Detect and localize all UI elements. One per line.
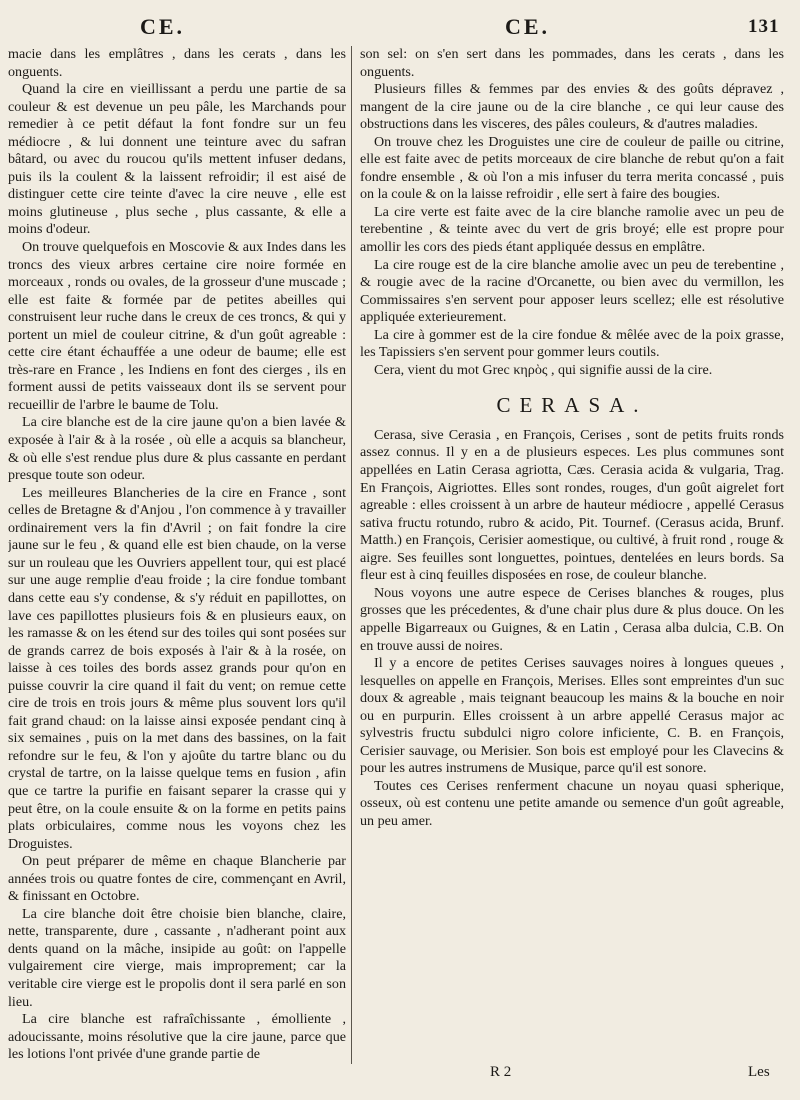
paragraph: On peut préparer de même en chaque Blancherie par années trois ou quatre fontes de cire, commençant en Avril, & finissant en Octobre.	[8, 853, 346, 905]
paragraph: On trouve chez les Droguistes une cire de couleur de paille ou citrine, elle est faite avec de petits morceaux de cire blanche de rebut qu'on a fait fondre ensemble , & où l'on a mis infuser du terra merita concassé , puis on la coule & on la laisse refroidir , elle sert à faire des bougies.	[360, 133, 784, 203]
paragraph: La cire blanche est de la cire jaune qu'on a bien lavée & exposée à l'air & à la rosée , où elle a acquis sa blancheur, & où elle s'est rendue plus dure & plus cassante en perdant presque toute son odeur.	[8, 414, 346, 484]
paragraph: Quand la cire en vieillissant a perdu une partie de sa couleur & est devenue un peu pâle, les Marchands pour remedier à ce petit défaut la font fondre sur un feu médiocre , & lui donnent une teinture avec du safran bâtard, ou avec du roucou qu'ils mettent infuser dedans, puis ils la coulent & la laissent refroidir; il est aisé de distinguer cette cire teinte d'avec la cire neuve , elle est moins glutineuse , plus seche , plus cassante, & elle a moins d'odeur.	[8, 81, 346, 238]
page-footer	[0, 1064, 800, 1088]
paragraph: Les meilleures Blancheries de la cire en France , sont celles de Bretagne & d'Anjou , l'on commence à y travailler ordinairement vers la fin d'Avril ; on fait fondre la cire jaune sur le feu , & quand elle est bien chaude, on la verse sur un rouleau que les Ouvriers appellent tour, qui est placé sur une auge remplie d'eau froide ; la cire fondue tombant dans cette eau s'y condense, & s'y réduit en papillottes, on lave ces papillottes plusieurs fois & en plusieurs eaux, on les ramasse & on les étend sur des toiles qui sont posées sur de grands carrez de bois exposés à l'air & à la rosée, on laisse à ces toiles des bords assez grands pour qu'on en puisse couvrir la cire quand il fait du vent; on remue cette cire de trois en trois jours & même plus souvent lors qu'il fait grand chaud: on la laisse ainsi exposée pendant cinq à six semaines , puis on la met dans des bassines, on la fait refondre sur le feu, & l'on y ajoûte du tartre blanc ou du crystal de tartre, on la laisse quelque tems en fusion , afin que ce tartre la purifie en faisant separer la crasse qui y peut être, on la coule ensuite & on la forme en petits pains plats orbiculaires, comme nous les voyons chez les Droguistes.	[8, 484, 346, 852]
page-number: 131	[748, 16, 780, 37]
column-divider	[351, 46, 352, 1064]
paragraph: La cire rouge est de la cire blanche amolie avec un peu de terebentine , & rougie avec de la racine d'Orcanette, ou bien avec du vermillon, les Commissaires s'en servent pour apposer leurs scellez; elle est résolutive appliquée exterieurement.	[360, 256, 784, 326]
paragraph: Toutes ces Cerises renferment chacune un noyau quasi spherique, osseux, où est contenu une petite amande ou semence d'un goût agreable, un peu amer.	[360, 777, 784, 829]
section-title: CERASA.	[496, 393, 648, 418]
right-column	[360, 46, 784, 1064]
running-head-left: CE.	[140, 14, 186, 39]
paragraph: macie dans les emplâtres , dans les cerats , dans les onguents.	[8, 46, 346, 80]
paragraph: La cire à gommer est de la cire fondue & mêlée avec de la poix grasse, les Tapissiers s'en servent pour gommer leurs coutils.	[360, 326, 784, 361]
paragraph: Cerasa, sive Cerasia , en François, Cerises , sont de petits fruits ronds assez connus. Il y en a de plusieurs especes. Les plus communes sont appellées en Latin Cerasa agriotta, Cæs. Cerasia acida & vulgaria, Trag. En François, Aigriottes. Elles sont rondes, rouges, d'un goût aigrelet fort agreable : elles croissent à un arbre de hauteur médiocre , appellé Cerasus sativa fructu rotundo, rubro & acido, Pit. Tournef. (Cerasus acida, Brunf. Matth.) en François, Cerisier aomestique, ou cultivé, à fruit rond , rouge & aigre. Ses feuilles sont longuettes, pointues, dentelées en leurs bords. Sa fleur est à cinq feuilles disposées en rose, de couleur blanche.	[360, 426, 784, 584]
paragraph: La cire blanche est rafraîchissante , émolliente , adoucissante, moins résolutive que la cire jaune, parce que les lotions l'ont privée d'une grande partie de	[8, 1011, 346, 1063]
running-head-middle: CE.	[505, 14, 551, 39]
paragraph: Il y a encore de petites Cerises sauvages noires à longues queues , lesquelles on appelle en François, Merises. Elles sont empreintes d'un suc doux & agreable , mais teignant beaucoup les mains & la bouche en noir ou en purpurin. Elles croissent à un arbre appellé Cerasus major ac sylvestris fructu subdulci nigro colore inficiente, C. B. en François, Cerisier sauvage, ou Merisier. Son bois est employé pour les Clavecins & pour les autres instrumens de Musique, parce qu'il est sonore.	[360, 655, 784, 777]
paragraph: son sel: on s'en sert dans les pommades, dans les cerats , dans les onguents.	[360, 46, 784, 80]
paragraph: Nous voyons une autre espece de Cerises blanches & rouges, plus grosses que les précedentes, & d'une chair plus dure & plus douce. On les appelle Bigarreaux ou Guignes, & en Latin , Cerasa alba dulcia, C.B. On en trouve aussi de noires.	[360, 584, 784, 654]
running-head	[0, 14, 800, 44]
catchword: Les	[748, 1064, 770, 1080]
signature-mark: R 2	[490, 1064, 512, 1080]
paragraph: Cera, vient du mot Grec κηρὸς , qui signifie aussi de la cire.	[374, 361, 713, 378]
paragraph: Plusieurs filles & femmes par des envies & des goûts dépravez , mangent de la cire jaune ou de la cire blanche , ce qui leur cause des obstructions dans les visceres, des pâles couleurs, & d'autres maladies.	[360, 81, 784, 133]
paragraph: On trouve quelquefois en Moscovie & aux Indes dans les troncs des vieux arbres certaine cire noire formée en morceaux , ronds ou ovales, de la grosseur d'une muscade ; elle est faite & formée par de petites abeilles qui construisent leur ruche dans le creux de ces troncs, & qui y portent un miel de couleur citrine, & d'un goût agreable : cette cire étant échauffée a une odeur de baume; elle est très-rare en France , les Indiens en font des cierges , ils en forment aussi de petits vaisseaux dont ils se servent pour recueillir de l'arbre le baume de Tolu.	[8, 239, 346, 413]
left-column	[8, 46, 346, 1064]
paragraph: La cire verte est faite avec de la cire blanche ramolie avec un peu de terebentine , & teinte avec du vert de gris broyé; elle est propre pour amollir les cors des pieds étant appliquée dessus en emplâtre.	[360, 203, 784, 256]
paragraph: La cire blanche doit être choisie bien blanche, claire, nette, transparente, dure , cassante , n'adherant point aux dents quand on la mâche, insipide au goût: on l'appelle vulgairement cire vierge, mais improprement; car la veritable cire vierge est le propolis dont il sera parlé en son lieu.	[8, 905, 346, 1010]
